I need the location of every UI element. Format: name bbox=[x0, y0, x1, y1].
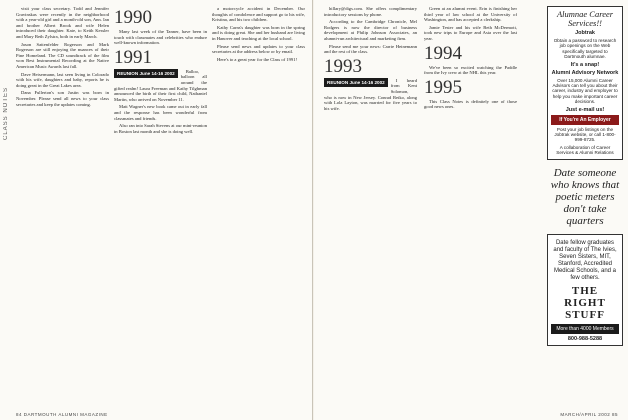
paragraph: visit your class secretary. Todd and Jennifer Gravinskas were recently in the neighborhood with a year-old girl and a month-old son, Ann. Ian and brother Albert Brook and wife Helen introduced their daughter. Kate, to Keith Kessler and Mary Beth Zylstra, both in early March. bbox=[16, 6, 109, 39]
ad-title: Alumnae Career Services!! bbox=[556, 9, 614, 28]
career-services-ad bbox=[547, 6, 623, 160]
ad-headline: Date someone who knows that poetic meters don't take quarters bbox=[550, 166, 620, 227]
paragraph: According to the Cambridge Chronicle, Mel Rodgers is now the director of business development at Philip Johnson Associates, an alumni-run architectural and marketing firm. bbox=[324, 19, 417, 41]
paragraph: Also ran into Sarah Stevens at our mini-reunion in Boston last month and she is doing well. bbox=[114, 123, 207, 134]
section-side-label: CLASS NOTES bbox=[3, 86, 9, 140]
paragraph: This Class Notes is definitely one of those good news ones. bbox=[424, 98, 517, 110]
ad-callout: Just e-mail us! bbox=[565, 106, 605, 113]
paragraph: Jamie Tester and his wife Beth McDermott, took new trips to Europe and Asia over the last year. bbox=[424, 24, 517, 41]
paragraph: Dave Heisermann, last seen living in Colorado with his wife, daughters and baby, reports he is doing great in the Great Lakes area. bbox=[16, 71, 109, 88]
right-column-1 bbox=[324, 6, 417, 401]
ad-footnote: A collaboration of Career Services & Alumni Relations bbox=[556, 144, 614, 156]
left-page bbox=[0, 0, 313, 420]
class-year-heading: 1994 bbox=[424, 42, 462, 64]
paragraph: I heard from Kent Solomon, who is now in New Jersey. Conrad Reiko, along with Lola Layton, was married for five years to his wife. bbox=[324, 77, 417, 111]
paragraph: Dana Fullerton's son Justin was born in November. Please send all news to your class secretaries and keep the updates coming. bbox=[16, 90, 109, 107]
ad-body: Date fellow graduates and faculty of The Ivies, Seven Sisters, MIT, Stanford, Accredited Medical Schools, and a few others. bbox=[553, 239, 617, 281]
right-page bbox=[314, 0, 628, 420]
left-column-3 bbox=[212, 6, 305, 401]
paragraph: Matt Wagner's new book came out in early fall and the response has been wonderful from classmates and friends. bbox=[114, 104, 207, 121]
phone-number: 800-988-5288 bbox=[567, 335, 603, 342]
paragraph: We've been so excited watching the Paddle from the Ivy crew at the NHL this year. bbox=[424, 64, 517, 76]
paragraph: a motorcycle accident in December. Our thoughts of condolence and support go to his wife, Kristina, and his two children. bbox=[212, 6, 305, 23]
class-year-heading: 1993 bbox=[324, 55, 362, 77]
page-footer: 84 DARTMOUTH ALUMNI MAGAZINE bbox=[16, 412, 108, 417]
right-stuff-ad bbox=[547, 234, 623, 346]
employer-banner: If You're An Employer bbox=[551, 115, 619, 125]
right-stuff-logo: THE RIGHT STUFF bbox=[564, 284, 606, 321]
members-bar: More than 4000 Members bbox=[551, 324, 619, 334]
paragraph: Please send me your news: Carrie Heinemann and the rest of the class. bbox=[324, 43, 417, 55]
paragraph: Jason Sattenfelder Rogerson and Mark Rogerson are still enjoying the nuances of their Pine Homeland. The CD soundtrack of the film won Best Instrumental Recording at the Native American Music Awards last fall. bbox=[16, 41, 109, 69]
left-column-2 bbox=[114, 6, 207, 401]
ad-body: Post your job listings on the Jobtrak website, or call 1-800-999-8725. bbox=[554, 126, 616, 143]
paragraph: Balloo, balloon all around the gifted realm! Laura Freeman and Kathy Tilghman announced the birth of their first child, Nathaniel Martin, who arrived on November 11. bbox=[114, 68, 207, 102]
dating-ad-headline bbox=[547, 164, 623, 230]
right-column-2 bbox=[424, 6, 517, 401]
reunion-badge: REUNION June 14-16 2002 bbox=[114, 69, 178, 79]
paragraph: Kathy Carns's daughter was born in the spring and is doing great. She and her husband are living in Hanover and teaching at the local school. bbox=[212, 24, 305, 41]
ad-body: Obtain a password to research job openings on the Web specifically targeted to Dartmouth alumnae. bbox=[553, 38, 617, 60]
paragraph: Green at an alumni event. Erin is finishing her third year of law school at the University of Washington, and has accepted a clerkship. bbox=[424, 6, 517, 23]
left-column-1 bbox=[16, 6, 109, 401]
paragraph: Here's to a great year for the Class of 1991! bbox=[217, 56, 298, 62]
paragraph: Many last week of the Tanner, have been in touch with classmates and celebrities who endure well-known information. bbox=[114, 29, 207, 46]
ad-column bbox=[547, 6, 623, 414]
page-footer: MARCH/APRIL 2002 85 bbox=[560, 412, 618, 417]
class-year-heading: 1995 bbox=[424, 76, 462, 98]
ad-callout: It's a snap! bbox=[570, 61, 600, 68]
ad-subtitle: Jobtrak bbox=[575, 30, 595, 36]
ad-body: Over 15,000 Alumni Career Advisors can tell you about their career, industry and employer to help you make important career decisions. bbox=[552, 77, 618, 105]
class-year-heading: 1991 bbox=[114, 46, 152, 68]
paragraph: Please send news and updates to your class secretaries at the address below or by email. bbox=[212, 43, 305, 55]
class-year-heading: 1990 bbox=[114, 7, 152, 28]
ad-subtitle: Alumni Advisory Network bbox=[551, 69, 619, 76]
reunion-badge: REUNION June 14-16 2002 bbox=[324, 78, 388, 88]
paragraph: hillary@digs.com. She offers complimentary introductory sessions by phone. bbox=[324, 6, 417, 17]
